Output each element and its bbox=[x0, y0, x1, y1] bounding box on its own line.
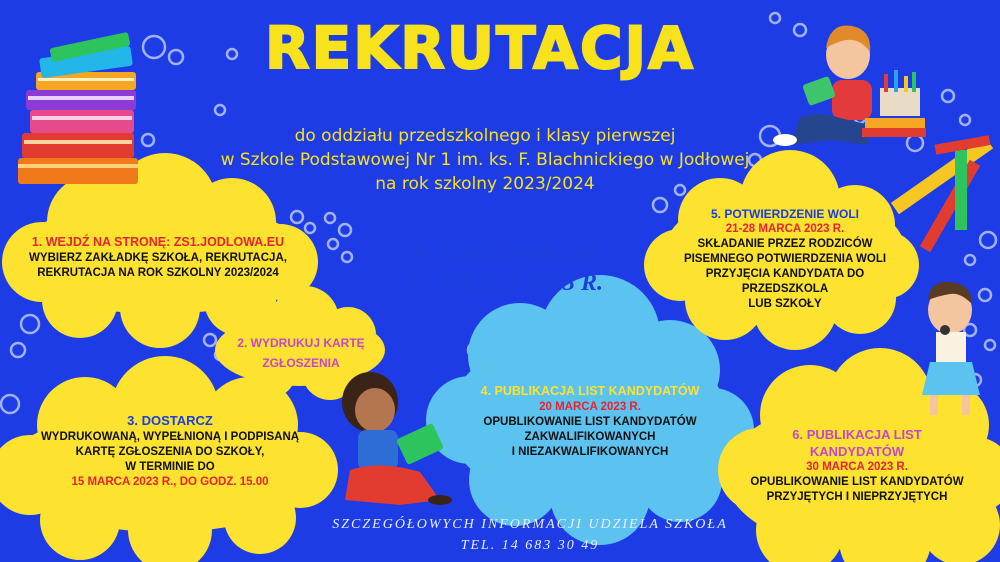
step3-date: 15 MARCA 2023 R., DO GODZ. 15.00 bbox=[71, 476, 269, 488]
step4-text bbox=[460, 382, 720, 460]
step3-line: KARTĘ ZGŁOSZENIA DO SZKOŁY, bbox=[75, 446, 265, 458]
step6-heading: 6. PUBLIKACJA LIST bbox=[792, 427, 922, 442]
step6-date: 30 MARCA 2023 R. bbox=[806, 461, 908, 473]
step4-date: 20 MARCA 2023 R. bbox=[539, 401, 641, 413]
step1-text bbox=[8, 233, 308, 281]
deadline-line: W TERMINIE DO bbox=[411, 240, 599, 266]
subtitle-line: w Szkole Podstawowej Nr 1 im. ks. F. Blachnickiego w Jodłowej bbox=[220, 150, 750, 170]
footer-line: SZCZEGÓŁOWYCH INFORMACJI UDZIELA SZKOŁA bbox=[332, 517, 728, 532]
step5-line: SKŁADANIE PRZEZ RODZICÓW bbox=[697, 238, 873, 250]
girl-tablet-icon bbox=[342, 372, 452, 505]
step6-text bbox=[742, 426, 972, 505]
step4-line: I NIEZAKWALIFIKOWANYCH bbox=[511, 446, 669, 458]
step5-text bbox=[665, 206, 905, 312]
step4-line: OPUBLIKOWANIE LIST KANDYDATÓW bbox=[483, 416, 697, 428]
footer-info bbox=[270, 514, 790, 556]
step3-line: WYDRUKOWANĄ, WYPEŁNIONĄ I PODPISANĄ bbox=[40, 431, 300, 443]
step3-text bbox=[20, 412, 320, 490]
step6-line: OPUBLIKOWANIE LIST KANDYDATÓW bbox=[750, 476, 964, 488]
step5-line: PISEMNEGO POTWIERDZENIA WOLI bbox=[683, 253, 887, 265]
step5-line: PRZYJĘCIA KANDYDATA DO PRZEDSZKOLA bbox=[705, 268, 865, 295]
step5-date: 21-28 MARCA 2023 R. bbox=[725, 223, 845, 235]
step1-heading: 1. WEJDŹ NA STRONĘ: ZS1.JODLOWA.EU bbox=[31, 235, 285, 249]
step1-line: WYBIERZ ZAKŁADKĘ SZKOŁA, REKRUTACJA, bbox=[29, 252, 287, 264]
step1-line: REKRUTACJA NA ROK SZKOLNY 2023/2024 bbox=[37, 267, 279, 279]
step6-line: PRZYJĘTYCH I NIEPRZYJĘTYCH bbox=[766, 491, 948, 503]
step5-line: LUB SZKOŁY bbox=[748, 298, 822, 310]
step4-heading: 4. PUBLIKACJA LIST KANDYDATÓW bbox=[480, 384, 700, 398]
step3-line: W TERMINIE DO bbox=[125, 461, 215, 473]
subtitle-line: do oddziału przedszkolnego i klasy pierwszej bbox=[294, 126, 676, 146]
step2-heading: ZGŁOSZENIA bbox=[262, 356, 340, 370]
page-title: REKRUTACJA bbox=[265, 14, 695, 82]
subtitle bbox=[165, 124, 805, 196]
step4-line: ZAKWALIFIKOWANYCH bbox=[524, 431, 656, 443]
deadline-date: 15 MARCA 2023 R. bbox=[406, 270, 604, 296]
subtitle-line: na rok szkolny 2023/2024 bbox=[375, 174, 595, 194]
deadline-banner bbox=[355, 238, 655, 298]
step5-heading: 5. POTWIERDZENIE WOLI bbox=[710, 207, 859, 221]
book-stack-icon bbox=[18, 32, 138, 184]
step3-heading: 3. DOSTARCZ bbox=[127, 413, 213, 428]
footer-phone: TEL. 14 683 30 49 bbox=[460, 538, 600, 553]
pencil-cup-icon bbox=[891, 135, 993, 252]
step6-heading: KANDYDATÓW bbox=[809, 444, 905, 459]
step2-heading: 2. WYDRUKUJ KARTĘ bbox=[237, 336, 365, 350]
step2-text bbox=[226, 333, 376, 373]
